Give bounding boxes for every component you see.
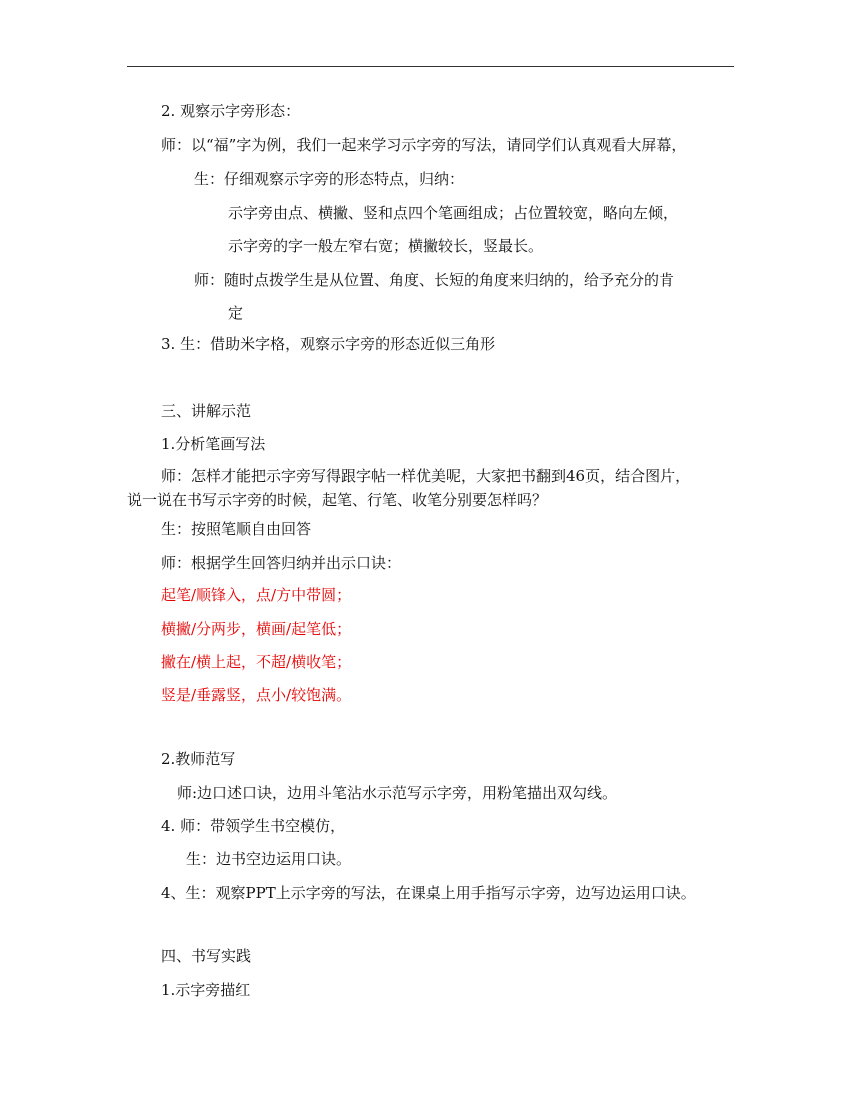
teacher-line-cont: 定	[228, 304, 244, 322]
section-heading: 四、书写实践	[161, 947, 252, 965]
student-line: 生：仔细观察示字旁的形态特点，归纳：	[194, 170, 465, 188]
numbered-item: 3. 生：借助米字格，观察示字旁的形态近似三角形	[161, 335, 496, 353]
mnemonic-line: 起笔/顺锋入，点/方中带圆；	[161, 586, 352, 604]
teacher-line: 师：根据学生回答归纳并出示口诀：	[161, 554, 402, 572]
section-heading: 三、讲解示范	[161, 402, 252, 420]
teacher-line: 师:边口述口诀，边用斗笔沾水示范写示字旁，用粉笔描出双勾线。	[177, 784, 618, 802]
student-line: 4、生：观察PPT上示字旁的写法，在课桌上用手指写示字旁，边写边运用口诀。	[161, 884, 696, 902]
subheading: 1.分析笔画写法	[161, 435, 266, 453]
summary-line: 示字旁的字一般左窄右宽；横撇较长，竖最长。	[228, 237, 544, 255]
teacher-line: 师：随时点拨学生是从位置、角度、长短的角度来归纳的，给予充分的肯	[194, 271, 675, 289]
subheading: 1.示字旁描红	[161, 981, 251, 999]
subheading: 2.教师范写	[161, 750, 236, 768]
mnemonic-line: 竖是/垂露竖，点小/较饱满。	[161, 686, 352, 704]
teacher-line: 师：怎样才能把示字旁写得跟字帖一样优美呢，大家把书翻到46页，结合图片，	[161, 467, 691, 485]
mnemonic-line: 横撇/分两步，横画/起笔低；	[161, 620, 352, 638]
teacher-line: 师：以“福”字为例，我们一起来学习示字旁的写法，请同学们认真观看大屏幕，	[161, 136, 687, 154]
student-line: 生：按照笔顺自由回答	[161, 520, 312, 538]
summary-line: 示字旁由点、横撇、竖和点四个笔画组成；占位置较宽，略向左倾，	[228, 204, 679, 222]
header-rule	[127, 66, 734, 67]
student-line: 生：边书空边运用口诀。	[186, 850, 352, 868]
mnemonic-line: 撇在/横上起，不超/横收笔；	[161, 653, 352, 671]
section-heading: 2. 观察示字旁形态：	[161, 102, 301, 120]
teacher-line-cont: 说一说在书写示字旁的时候，起笔、行笔、收笔分别要怎样吗？	[127, 491, 548, 509]
numbered-item: 4. 师：带领学生书空模仿，	[161, 817, 346, 835]
